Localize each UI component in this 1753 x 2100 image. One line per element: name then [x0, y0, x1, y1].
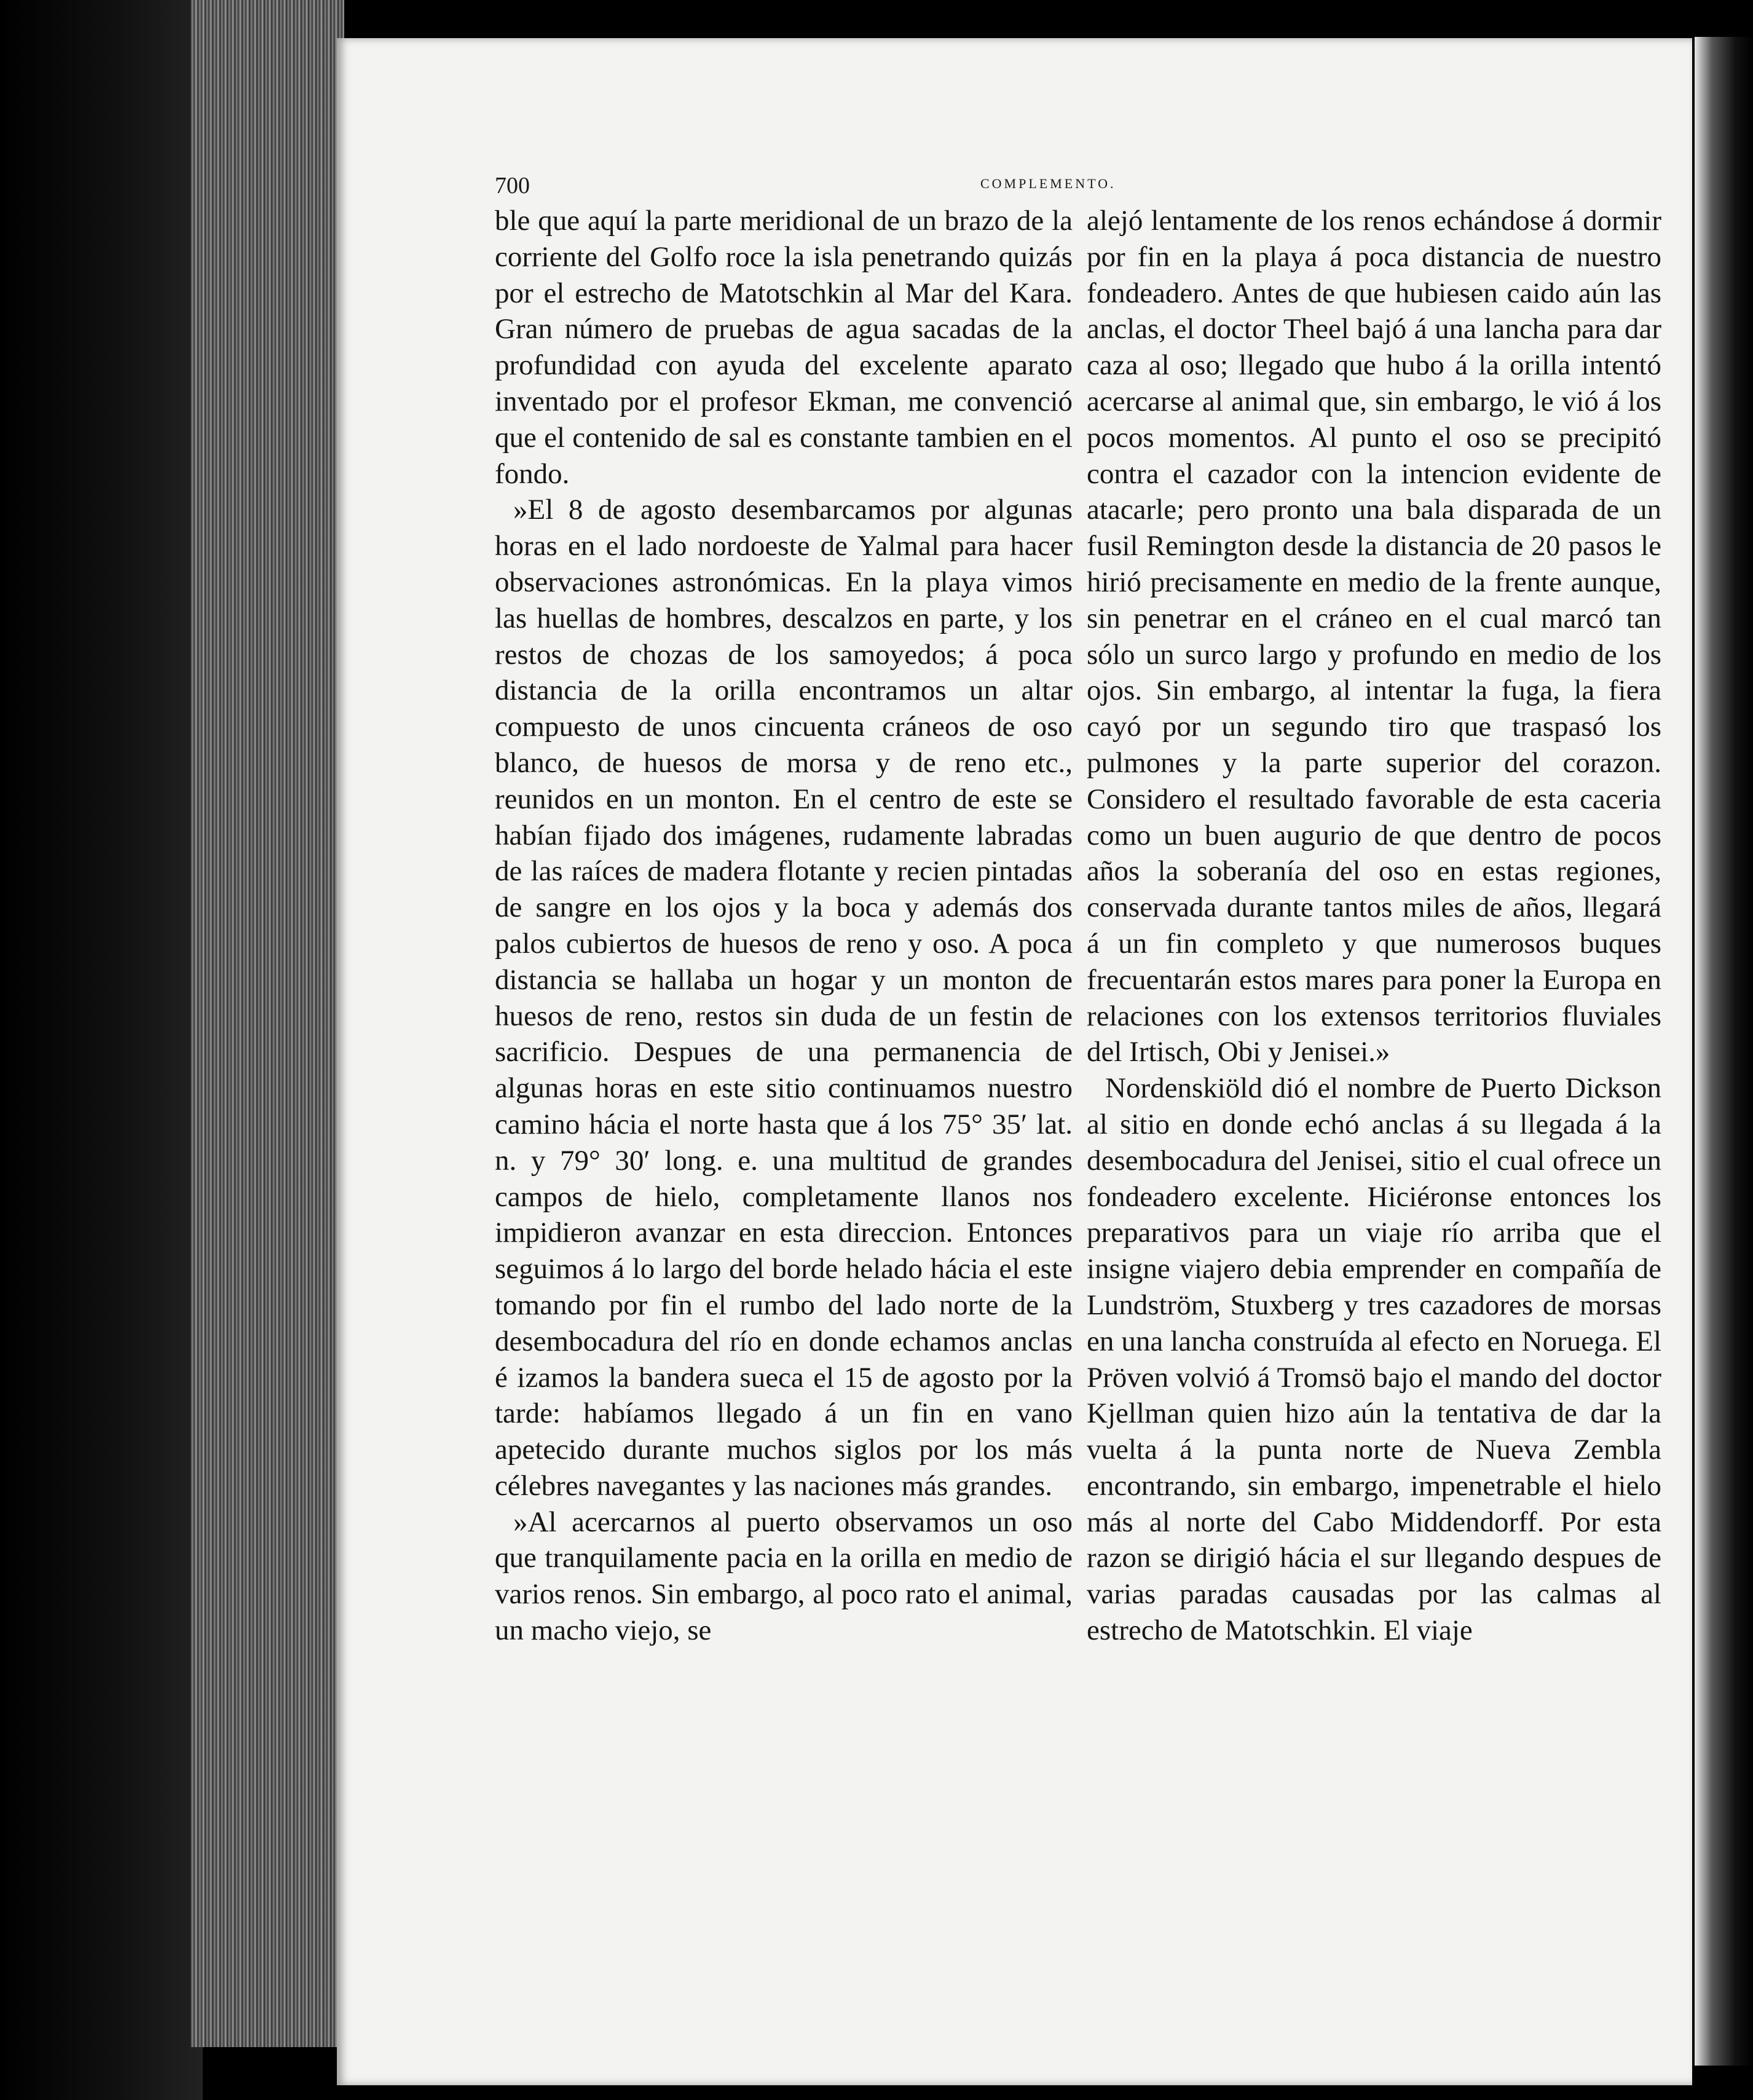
facing-page-edge	[1695, 37, 1753, 2066]
page-number: 700	[495, 173, 530, 199]
running-head: COMPLEMENTO.	[980, 176, 1116, 191]
paragraph: Nordenskiöld dió el nombre de Puerto Dickson al sitio en donde echó anclas á su llegada á la desembocadura del Jenisei, sitio el cual ofrece un fondeadero excelente. Hiciéronse entonces los preparativos para un viaje río arriba que el insigne viajero debia emprender en compañía de Lundström, Stuxberg y tres cazadores de morsas en una lancha construída al efecto en Noruega. El Pröven volvió á Tromsö bajo el mando del doctor Kjellman quien hizo aún la tentativa de dar la vuelta á la punta norte de Nueva Zembla encontrando, sin embargo, impenetrable el hielo más al norte del Cabo Middendorff. Por esta razon se dirigió hácia el sur llegando despues de varias paradas causadas por las calmas al estrecho de Matotschkin. El viaje	[1087, 1072, 1661, 1647]
paragraph: »El 8 de agosto desembarcamos por algunas horas en el lado nordoeste de Yalmal para hacer observaciones astronómicas. En la playa vimos las huellas de hombres, descalzos en parte, y los restos de chozas de los samoyedos; á poca distancia de la orilla encontramos un altar compuesto de unos cincuenta cráneos de oso blanco, de huesos de morsa y de reno etc., reunidos en un monton. En el centro de este se habían fijado dos imágenes, rudamente labradas de las raíces de madera flotante y recien pintadas de sangre en los ojos y la boca y además dos palos cubiertos de huesos de reno y oso. A poca distancia se hallaba un hogar y un monton de huesos de reno, restos sin duda de un festin de sacrificio. Despues de una permanencia de algunas horas en este sitio continuamos nuestro camino hácia el norte hasta que á los 75° 35′ lat. n. y 79° 30′ long. e. una multitud de grandes campos de hielo, completamente llanos nos impidieron avanzar en esta direccion. Entonces seguimos á lo largo del borde helado hácia el este tomando por fin el rumbo del lado norte de la desembocadura del río en donde echamos anclas é izamos la bandera sueca el 15 de agosto por la tarde: habíamos llegado á un fin en vano apetecido durante muchos siglos por los más célebres navegantes y las naciones más grandes.	[495, 494, 1073, 1502]
paragraph: »Al acercarnos al puerto observamos un oso que tranquilamente pacia en la orilla en medio de varios renos. Sin embargo, al poco rato el animal, un macho viejo, se	[495, 1506, 1073, 1647]
right-column	[1087, 203, 1661, 1649]
left-column	[495, 203, 1073, 1649]
book-page-edge	[191, 0, 344, 2047]
paragraph: alejó lentamente de los renos echándose á dormir por fin en la playa á poca distancia de nuestro fondeadero. Antes de que hubiesen caido aún las anclas, el doctor Theel bajó á una lancha para dar caza al oso; llegado que hubo á la orilla intentó acercarse al animal que, sin embargo, le vió á los pocos momentos. Al punto el oso se precipitó contra el cazador con la intencion evidente de atacarle; pero pronto una bala disparada de un fusil Remington desde la distancia de 20 pasos le hirió precisamente en medio de la frente aunque, sin penetrar en el cráneo en el cual marcó tan sólo un surco largo y profundo en medio de los ojos. Sin embargo, al intentar la fuga, la fiera cayó por un segundo tiro que traspasó los pulmones y la parte superior del corazon. Considero el resultado favorable de esta caceria como un buen augurio de que dentro de pocos años la soberanía del oso en estas regiones, conservada durante tantos miles de años, llegará á un fin completo y que numerosos buques frecuentarán estos mares para poner la Europa en relaciones con los extensos territorios fluviales del Irtisch, Obi y Jenisei.»	[1087, 205, 1661, 1068]
book-shadow	[0, 0, 203, 2100]
page-header	[495, 172, 1146, 203]
paragraph: ble que aquí la parte meridional de un brazo de la corriente del Golfo roce la isla penetrando quizás por el estrecho de Matotschkin al Mar del Kara. Gran número de pruebas de agua sacadas de la profundidad con ayuda del excelente aparato inventado por el profesor Ekman, me convenció que el contenido de sal es constante tambien en el fondo.	[495, 205, 1073, 490]
